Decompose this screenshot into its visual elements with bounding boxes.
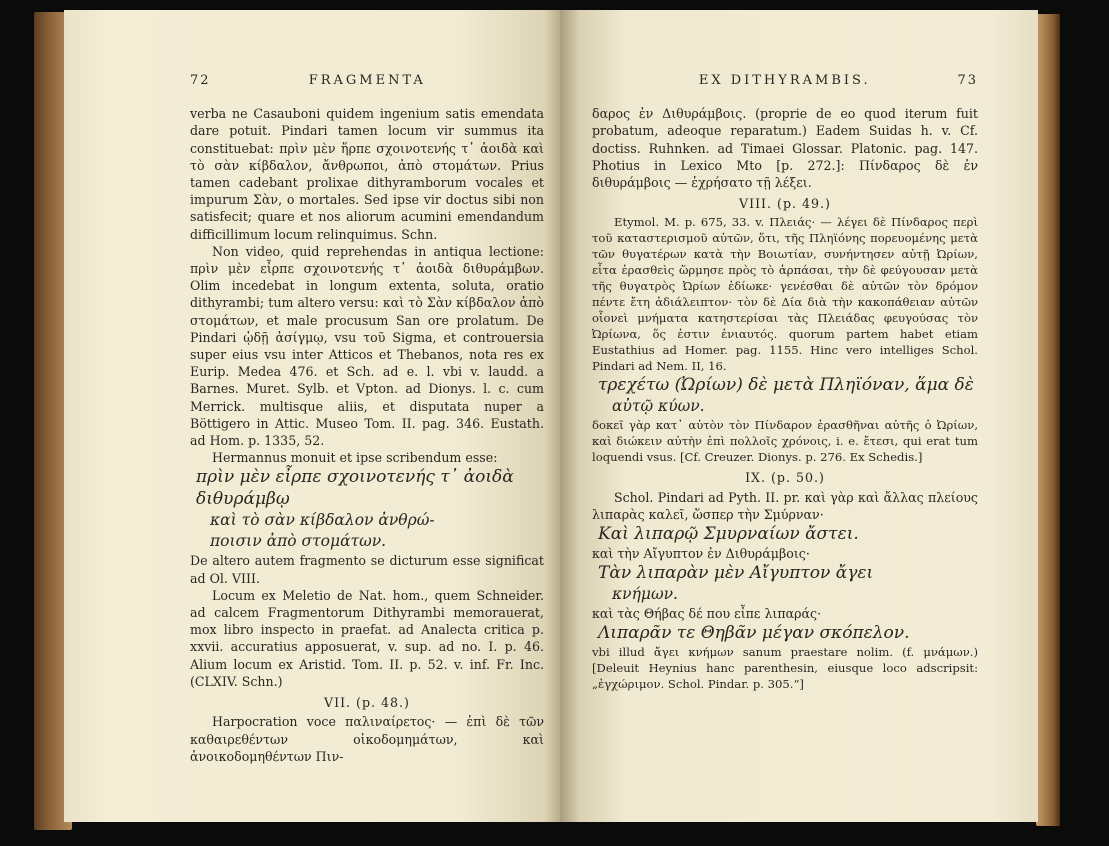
section-heading: VII. (p. 48.) (324, 695, 410, 711)
left-running-head (190, 72, 544, 89)
paragraph: Locum ex Meletio de Nat. hom., quem Schneider. ad calcem Fragmentorum Dithyrambi memorauerat, mox libro inspecto in praefat. ad Analecta critica p. xxvii. accuratius apposuerat, v. sup. ad no. I. p. 46. Alium locum ex Aristid. Tom. II. p. 52. v. inf. Fr. Inc. (CLXIV. Schn.) (190, 587, 544, 689)
greek-verse: πρὶν μὲν εἶρπε σχοινοτενής τ᾽ ἀοιδὰ διθυράμβῳ (196, 467, 514, 510)
page-number: 73 (957, 73, 978, 88)
right-page (560, 10, 1038, 822)
paragraph: Hermannus monuit et ipse scribendum esse: (212, 450, 498, 466)
greek-verse: Λιπαρᾶν τε Θηβᾶν μέγαν σκόπελον. (598, 623, 910, 644)
section-heading: IX. (p. 50.) (745, 470, 825, 486)
paragraph: Harpocration voce παλιναίρετος· — ἐπὶ δὲ τῶν καθαιρεθέντων οἰκοδομημάτων, καὶ ἀνοικοδομηθέντων Πιν- (190, 714, 544, 764)
greek-verse: κνήμων. (612, 585, 678, 604)
paragraph: καὶ τὴν Αἴγυπτον ἐν Διθυράμβοις· (592, 546, 810, 562)
paragraph: δοκεῖ γὰρ κατ᾽ αὐτὸν τὸν Πίνδαρον ἐρασθῆναι αὐτῆς ὁ Ὠρίων, καὶ διώκειν αὐτὴν ἐπὶ πολλοῖς χρόνοις, i. e. ἔτεσι, qui erat tum loquendi vsus. [Cf. Creuzer. Dionys. p. 276. Ex Schedis.] (592, 418, 978, 465)
section-heading: VIII. (p. 49.) (739, 196, 831, 212)
paragraph: Non video, quid reprehendas in antiqua lectione: πρὶν μὲν εἶρπε σχοινοτενής τ᾽ ἀοιδὰ διθυράμβων. Olim incedebat in longum extenta, soluta, oratio dithyrambi; tum altero versu: καὶ τὸ Σὰν κίβδαλον ἀπὸ στομάτων, et male procusum San ore prolatum. De Pindari ᾠδῇ ἀσίγμῳ, vsu τοῦ Sigma, et controuersia super eius vsu inter Atticos et Thebanos, nota res ex Eurip. Medea 476. et Sch. ad e. l. vbi v. laudd. a Barnes. Muret. Sylb. et Vpton. ad Dionys. l. c. cum Merrick. multisque aliis, et disputata nuper a Böttigero in Attic. Museo Tom. II. pag. 346. Eustath. ad Hom. p. 1335, 52. (190, 243, 544, 449)
left-page (64, 10, 560, 822)
paragraph: vbi illud ἄγει κνήμων sanum praestare nolim. (f. μνάμων.) [Deleuit Heynius hanc parenthesin, eiusque loco adscripsit: „ἐγχώριμον. Schol. Pindar. p. 305.“] (592, 645, 978, 692)
greek-verse: καὶ τὸ σὰν κίβδαλον ἀνθρώ- (210, 511, 435, 530)
paragraph: Schol. Pindari ad Pyth. II. pr. καὶ γὰρ καὶ ἄλλας πλείους λιπαρὰς καλεῖ, ὥσπερ τὴν Σμύρναν· (592, 489, 978, 522)
greek-verse: τρεχέτω (Ὠρίων) δὲ μετὰ Πληϊόναν, ἅμα δὲ (598, 375, 974, 396)
right-page-text (592, 72, 978, 692)
paragraph: De altero autem fragmento se dicturum esse significat ad Ol. VIII. (190, 553, 544, 586)
greek-verse: Τὰν λιπαρὰν μὲν Αἴγυπτον ἄγει (598, 563, 874, 584)
greek-verse: Καὶ λιπαρῷ Σμυρναίων ἄστει. (598, 524, 859, 545)
page-number: 72 (190, 73, 211, 88)
running-head-title: FRAGMENTA (308, 73, 426, 88)
greek-verse: ποισιν ἀπὸ στομάτων. (210, 532, 387, 551)
right-running-head (592, 72, 978, 89)
book-edge-right (1036, 14, 1060, 826)
left-page-text (190, 72, 544, 765)
running-head-title: EX DITHYRAMBIS. (698, 73, 871, 88)
paragraph: Etymol. M. p. 675, 33. v. Πλειάς· — λέγει δὲ Πίνδαρος περὶ τοῦ καταστερισμοῦ αὐτῶν, ὅτι, τῆς Πληϊόνης πορευομένης μετὰ τῶν θυγατέρων κατὰ τὴν Βοιωτίαν, συνήντησεν αὐτῇ Ὠρίων, εἶτα ἐρασθεὶς ὥρμησε πρὸς τὸ ἁρπάσαι, τὴν δὲ φεύγουσαν μετὰ τῆς θυγατρὸς Ὠρίων ἐδίωκε· γενέσθαι δὲ αὐτῶν τὸν δρόμον πέντε ἔτη ἀδιάλειπτον· τὸν δὲ Δία διὰ τὴν κακοπάθειαν αὐτῶν οἷονεὶ μνήματα κατηστερίσαι τὰς Πλειάδας φευγούσας τὸν Ὠρίωνα, ὅς ἐστιν ἐνιαυτός. quorum partem habet etiam Eustathius ad Homer. pag. 1155. Hinc vero intelliges Schol. Pindari ad Nem. II, 16. (592, 215, 978, 374)
greek-verse: αὐτῷ κύων. (612, 397, 705, 416)
paragraph: verba ne Casauboni quidem ingenium satis emendata dare potuit. Pindari tamen locum vir summus ita constituebat: πρὶν μὲν ἥρπε σχοινοτενής τ᾽ ἀοιδὰ καὶ τὸ σὰν κίβδαλον, ἄνθρωποι, ἀπὸ στομάτων. Prius tamen cadebant prolixae dithyramborum vocales et impurum Σὰν, o mortales. Sed ipse vir doctus sibi non satisfecit; quare et nos aliorum acumini emendandum difficillimum locum relinquimus. Schn. (190, 106, 544, 242)
paragraph: καὶ τὰς Θήβας δέ που εἶπε λιπαράς· (592, 606, 822, 622)
paragraph: δαρος ἐν Διθυράμβοις. (proprie de eo quod iterum fuit probatum, adeoque reparatum.) Eadem Suidas h. v. Cf. doctiss. Ruhnken. ad Timaei Glossar. Platonic. pag. 147. Photius in Lexico Mto [p. 272.]: Πίνδαρος δὲ ἐν διθυράμβοις — ἐχρήσατο τῇ λέξει. (592, 106, 978, 191)
